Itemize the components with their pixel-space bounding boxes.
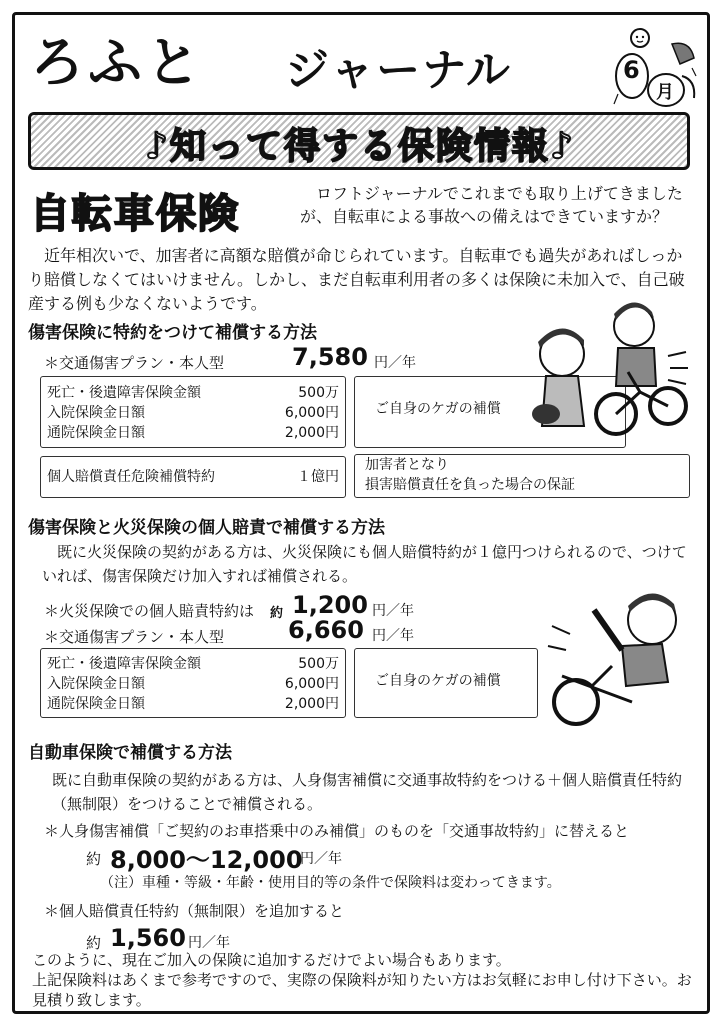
month-suffix: 月 (656, 82, 674, 103)
method2-fire-approx: 約 (270, 606, 284, 621)
method3-item2: ＊個人賠償責任特約（無制限）を追加すると (44, 902, 345, 920)
method2-fire-price: 1,200 (292, 591, 368, 619)
method2-plan-label: ＊交通傷害プラン・本人型 (44, 628, 225, 646)
falling-cyclist-illustration (542, 586, 692, 726)
bicycle-accident-illustration (518, 296, 690, 446)
coverage-value: 500万 (298, 385, 339, 401)
method1-liability-note-box (354, 454, 690, 498)
coverage-note: ご自身のケガの補償 (375, 401, 501, 417)
cyclist-body (622, 644, 668, 686)
method3-heading: 自動車保険で補償する方法 (28, 743, 232, 763)
liability-note-line: 加害者となり (365, 457, 449, 473)
section-title: 自転車保険 (30, 191, 240, 237)
method1-heading: 傷害保険に特約をつけて補償する方法 (28, 323, 317, 343)
method2-fire-unit: 円／年 (372, 603, 414, 619)
journal-subtitle: ジャーナル (285, 45, 512, 96)
coverage-row (41, 403, 345, 423)
method2-coverage-note-box (354, 648, 538, 718)
coverage-label: 入院保険金日額 (47, 405, 145, 421)
method1-liability-box (40, 456, 346, 498)
coverage-label: 通院保険金日額 (47, 696, 145, 712)
cyclist-body (616, 348, 656, 386)
coverage-row (41, 423, 345, 443)
motion-lines (548, 626, 570, 650)
method2-description: 既に火災保険の契約がある方は、火災保険にも個人賠償特約が１億円つけられるので、つけていれば、傷害保険だけ加入すれば補償される。 (42, 543, 687, 585)
intro-paragraph: 近年相次いで、加害者に高額な賠償が命じられています。自転車でも過失があればしっかり賠償しなくてはいけません。しかし、まだ自転車利用者の多くは保険に未加入で、自己破産する例も少なくないようです。 (28, 246, 685, 313)
liability-label: 個人賠償責任危険補償特約 (47, 469, 215, 485)
coverage-row (41, 383, 345, 403)
coverage-label: 通院保険金日額 (47, 425, 145, 441)
coverage-label: 死亡・後遺障害保険金額 (47, 385, 201, 401)
coverage-label: 入院保険金日額 (47, 676, 145, 692)
intro-right-text: ロフトジャーナルでこれまでも取り上げてきましたが、自転車による事故への備えはできていますか？ (300, 184, 683, 226)
method3-item2-approx: 約 (86, 934, 102, 952)
banner-title: ♪知って得する保険情報♪ (145, 126, 575, 167)
method3-item2-price: 1,560 (110, 924, 186, 952)
coverage-value: 6,000円 (284, 676, 339, 692)
method3-item1: ＊人身傷害補償「ご契約のお車搭乗中のみ補償」のものを「交通事故特約」に替えると (44, 822, 630, 840)
coverage-row (41, 674, 345, 694)
method3-item2-unit: 円／年 (188, 935, 230, 951)
coverage-value: 500万 (298, 656, 339, 672)
liability-row (41, 457, 345, 487)
method1-plan-price: 7,580 (292, 343, 368, 371)
method2-plan-price: 6,660 (288, 616, 364, 644)
coverage-value: 2,000円 (284, 696, 339, 712)
method2-coverage-box (40, 648, 346, 718)
method1-coverage-box (40, 376, 346, 448)
closing-line-2: 上記保険料はあくまで参考ですので、実際の保険料が知りたい方はお気軽にお申し付け下さい。お見積り致します。 (32, 971, 692, 1009)
method3-item1-approx: 約 (86, 850, 102, 868)
coverage-row (41, 654, 345, 674)
month-number: 6 (623, 56, 640, 84)
coverage-label: 死亡・後遺障害保険金額 (47, 656, 201, 672)
liability-value: １億円 (297, 469, 339, 485)
motion-lines (668, 352, 688, 384)
method2-heading: 傷害保険と火災保険の個人賠責で補償する方法 (28, 518, 385, 538)
coverage-row (41, 694, 345, 714)
coverage-value: 6,000円 (284, 405, 339, 421)
method3-note: （注）車種・等級・年齢・使用目的等の条件で保険料は変わってきます。 (100, 875, 561, 891)
liability-note-line: 損害賠償責任を負った場合の保証 (365, 477, 575, 493)
method1-plan-unit: 円／年 (374, 355, 416, 371)
month-badge (610, 24, 700, 110)
method3-item1-price: 8,000〜12,000 (110, 846, 303, 874)
cyclist-arm (594, 610, 622, 650)
coverage-value: 2,000円 (284, 425, 339, 441)
handbag-icon (532, 404, 560, 424)
method2-fire-label: ＊火災保険での個人賠責特約は (44, 602, 255, 620)
method2-plan-unit: 円／年 (372, 628, 414, 644)
method3-item1-unit: 円／年 (300, 851, 342, 867)
method3-description: 既に自動車保険の契約がある方は、人身傷害補償に交通事故特約をつける＋個人賠償責任特約（無制限）をつけることで補償される。 (52, 771, 683, 813)
coverage-note: ご自身のケガの補償 (375, 673, 501, 689)
closing-line-1: このように、現在ご加入の保険に追加するだけでよい場合もあります。 (32, 951, 511, 969)
method1-plan-label: ＊交通傷害プラン・本人型 (44, 354, 225, 372)
journal-title: ろふと (30, 31, 204, 94)
